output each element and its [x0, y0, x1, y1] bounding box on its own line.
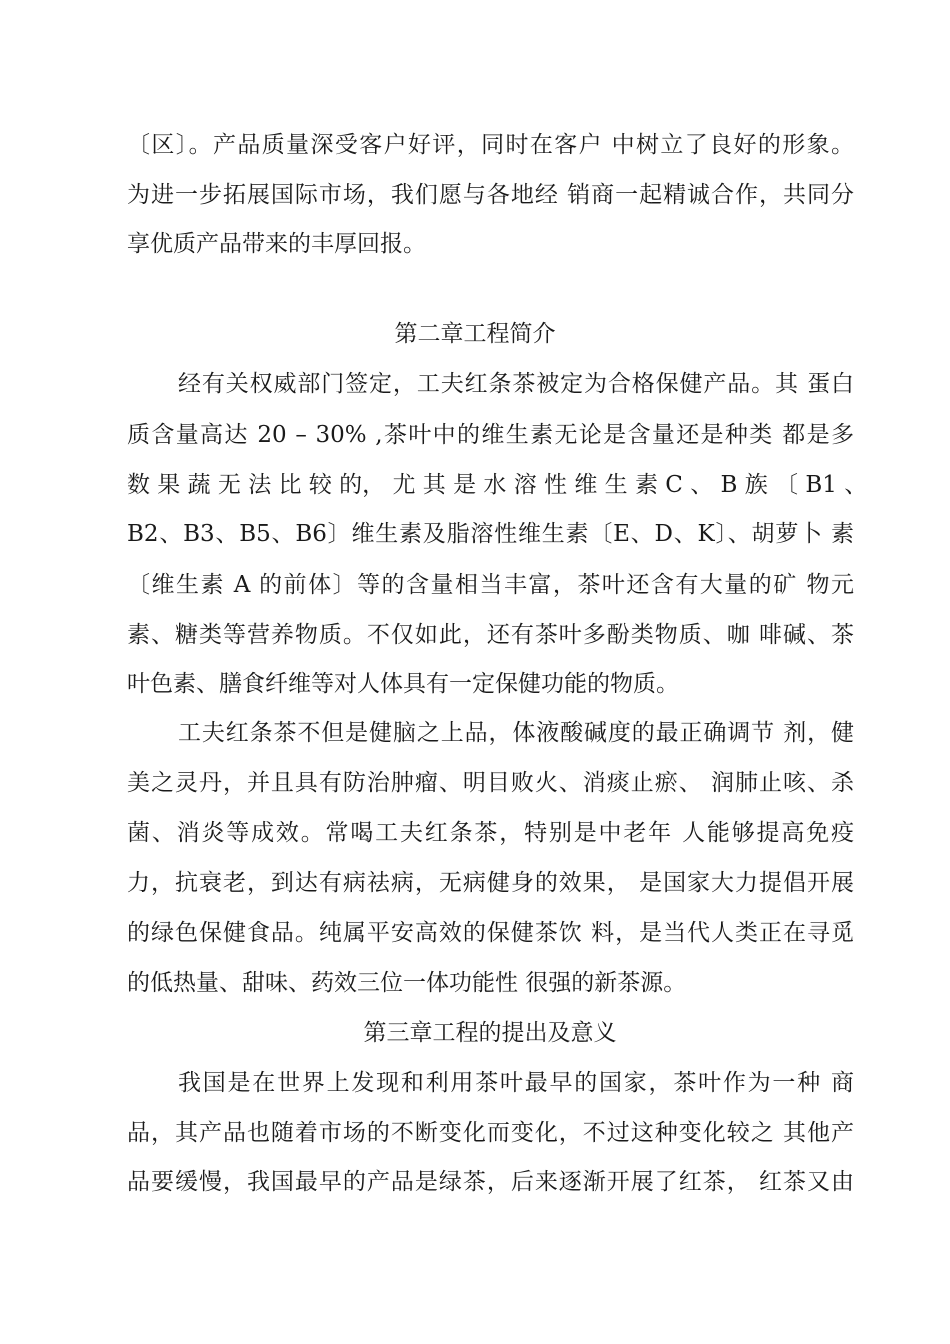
text-line: 品，其产品也随着市场的不断变化而变化，不过这种变化较之 其他产 [127, 1120, 854, 1146]
text-line: 质含量高达 20 – 30% ,茶叶中的维生素无论是含量还是种类 都是多 [127, 422, 854, 448]
text-line: 我国是在世界上发现和利用茶叶最早的国家，茶叶作为一种 商 [178, 1070, 854, 1096]
chapter-3-title: 第三章工程的提出及意义 [363, 1020, 617, 1046]
text-line: 美之灵丹，并且具有防治肿瘤、明目败火、消痰止瘀、 润肺止咳、杀 [127, 770, 854, 796]
text-line: B2、B3、B5、B6〕维生素及脂溶性维生素〔E、D、K〕、胡萝卜 素 [127, 521, 854, 547]
text-line: 的绿色保健食品。纯属平安高效的保健茶饮 料，是当代人类正在寻觅 [127, 920, 854, 946]
text-line: 品要缓慢，我国最早的产品是绿茶，后来逐渐开展了红茶， 红茶又由 [127, 1169, 854, 1195]
text-line: 工夫红条茶不但是健脑之上品，体液酸碱度的最正确调节 剂，健 [178, 720, 854, 746]
text-line: 的低热量、甜味、药效三位一体功能性 很强的新茶源。 [127, 970, 687, 996]
text-line: 叶色素、膳食纤维等对人体具有一定保健功能的物质。 [127, 671, 679, 697]
text-line: 〔区〕。产品质量深受客户好评，同时在客户 中树立了良好的形象。 [127, 132, 854, 158]
text-line: 菌、消炎等成效。常喝工夫红条茶，特别是中老年 人能够提高免疫 [127, 820, 854, 846]
text-line: 数 果 蔬 无 法 比 较 的， 尤 其 是 水 溶 性 维 生 素 C 、 B 族 〔 B1 、 [127, 472, 868, 498]
text-line: 素、糖类等营养物质。不仅如此，还有茶叶多酚类物质、咖 啡碱、茶 [127, 622, 854, 648]
text-line: 〔维生素 A 的前体〕等的含量相当丰富，茶叶还含有大量的矿 物元 [127, 572, 854, 598]
text-line: 为进一步拓展国际市场，我们愿与各地经 销商一起精诚合作，共同分 [127, 182, 854, 208]
text-line: 力，抗衰老，到达有病祛病，无病健身的效果， 是国家大力提倡开展 [127, 870, 854, 896]
chapter-2-title: 第二章工程简介 [394, 321, 556, 347]
text-line: 享优质产品带来的丰厚回报。 [127, 231, 426, 257]
text-line: 经有关权威部门签定，工夫红条茶被定为合格保健产品。其 蛋白 [178, 371, 854, 397]
